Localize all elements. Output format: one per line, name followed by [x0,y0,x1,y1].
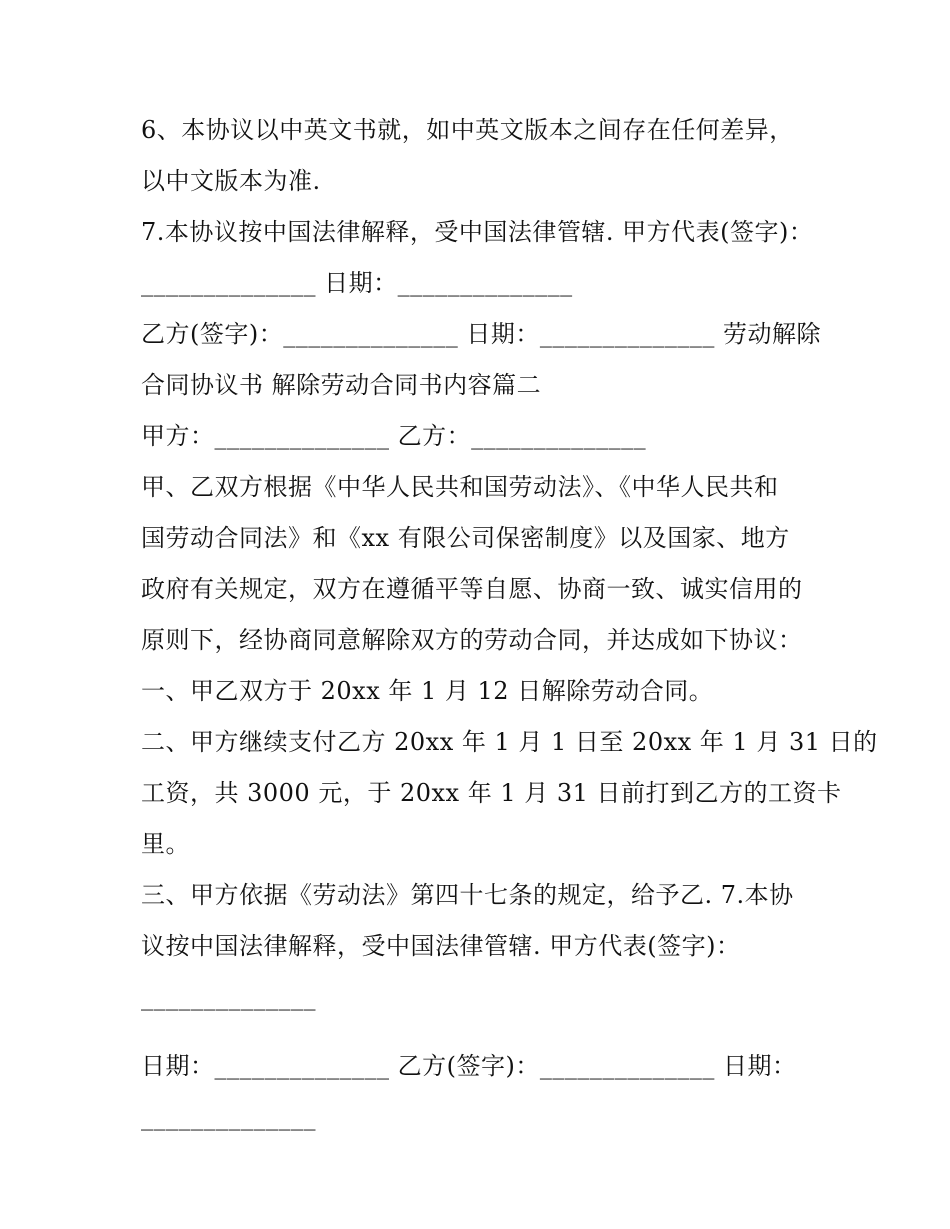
text-line: 里。 [141,830,190,858]
parties-line: 甲方：______________ 乙方：______________ [141,422,647,450]
signature-line: ______________ [141,983,316,1011]
text-line: 甲、乙双方根据《中华人民共和国劳动法》、《中华人民共和 [141,473,779,501]
text-line: 政府有关规定，双方在遵循平等自愿、协商一致、诚实信用的 [141,575,803,603]
text-line: 以中文版本为准. [141,167,321,195]
text-line: 6、本协议以中英文书就，如中英文版本之间存在任何差异， [141,116,794,144]
signature-line: 日期：______________ 乙方(签字)：______________ 日期： [141,1052,797,1080]
clause-line: 三、甲方依据《劳动法》第四十七条的规定，给予乙. 7.本协 [141,881,794,909]
clause-line: 二、甲方继续支付乙方 20xx 年 1 月 1 日至 20xx 年 1 月 31 日的 [141,728,878,756]
signature-line: ______________ [141,1103,316,1131]
document-body [141,105,878,1143]
text-line: 国劳动合同法》和《xx 有限公司保密制度》以及国家、地方 [141,524,790,552]
text-line: 7.本协议按中国法律解释，受中国法律管辖. 甲方代表(签字)： [141,218,814,246]
clause-line: 一、甲乙双方于 20xx 年 1 月 12 日解除劳动合同。 [141,677,714,705]
text-line: 原则下，经协商同意解除双方的劳动合同，并达成如下协议： [141,626,803,654]
signature-line: 乙方(签字)：______________ 日期：______________ 劳动解除 [141,320,821,348]
text-line: 工资，共 3000 元，于 20xx 年 1 月 31 日前打到乙方的工资卡 [141,779,842,807]
signature-line: ______________ 日期：______________ [141,269,573,297]
text-line: 议按中国法律解释，受中国法律管辖. 甲方代表(签字)： [141,932,741,960]
section-title-line: 合同协议书 解除劳动合同书内容篇二 [141,371,542,399]
